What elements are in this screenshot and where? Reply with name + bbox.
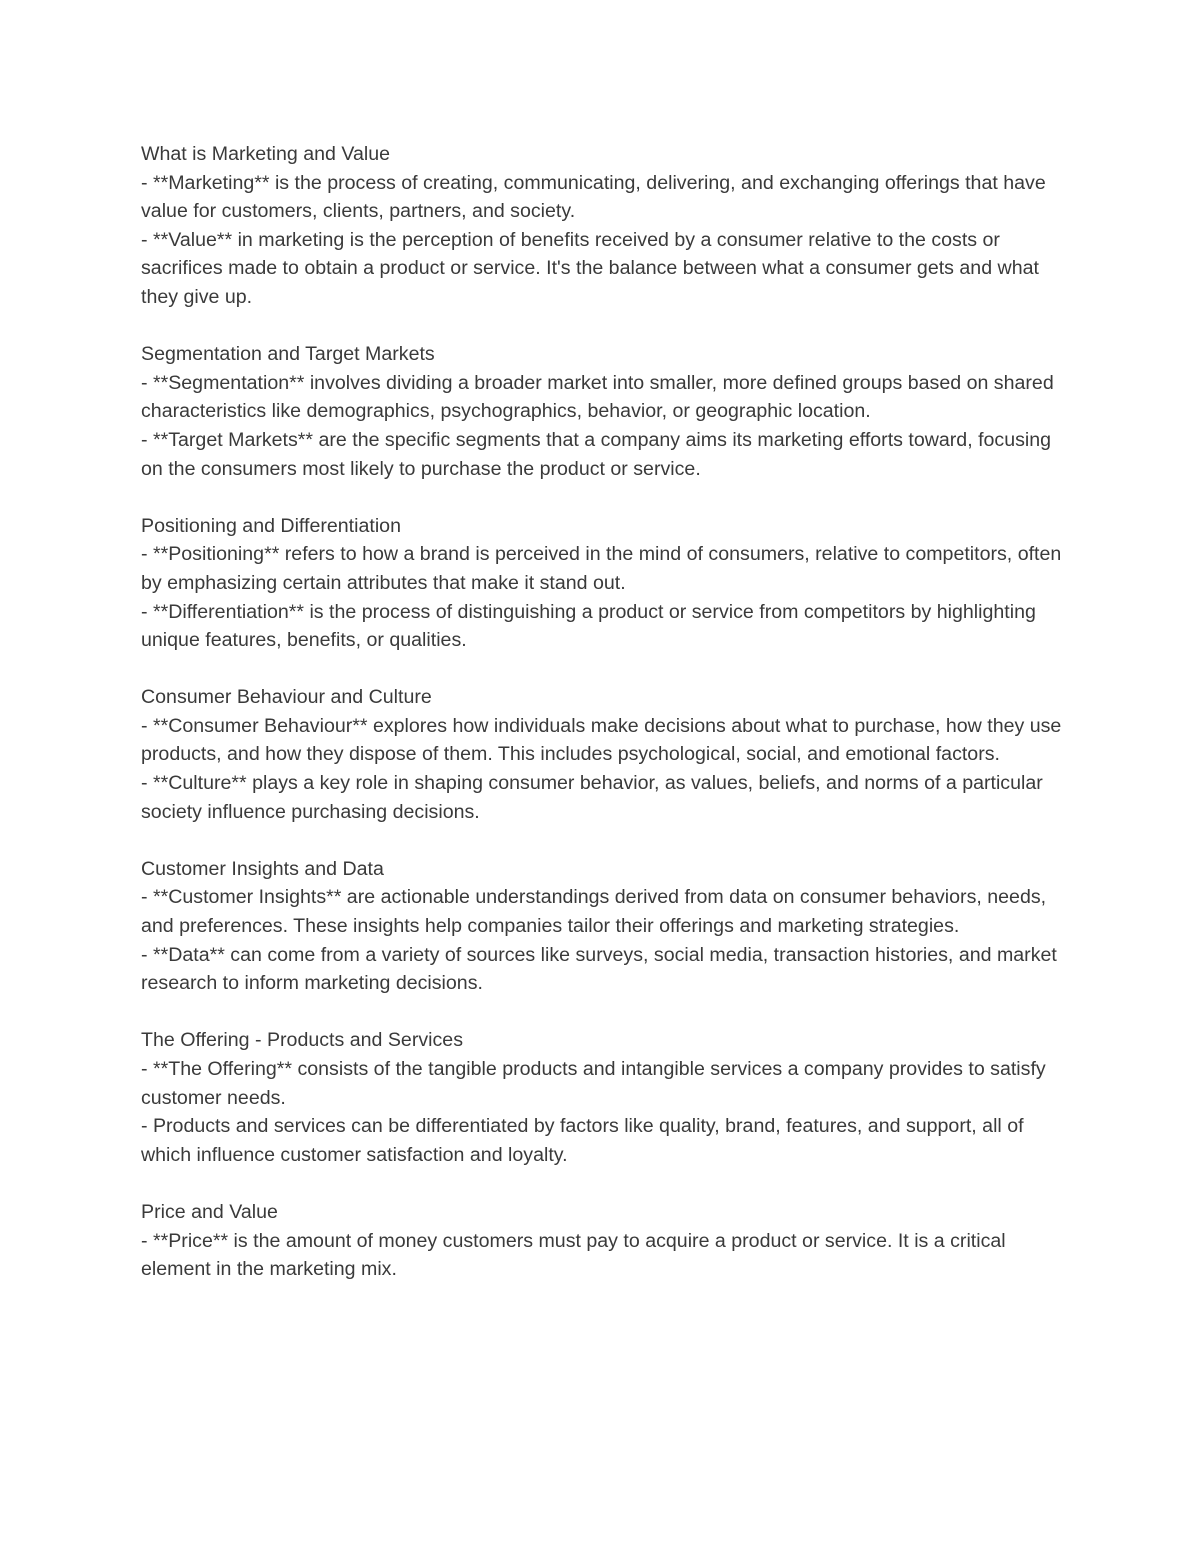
section-title: Customer Insights and Data bbox=[141, 857, 384, 880]
bullet-item: - **The Offering** consists of the tangible products and intangible services a company provides to satisfy customer needs. bbox=[141, 1058, 1046, 1109]
bullet-item: - **Differentiation** is the process of distinguishing a product or service from competitors by highlighting unique features, benefits, or qualities. bbox=[141, 600, 1036, 652]
bullet-item: - **Data** can come from a variety of sources like surveys, social media, transaction histories, and market research to inform marketing decisions. bbox=[141, 943, 1057, 995]
section-title: The Offering - Products and Services bbox=[141, 1029, 463, 1052]
section-title: Price and Value bbox=[141, 1200, 278, 1223]
bullet-item: - **Marketing** is the process of creating, communicating, delivering, and exchanging offerings that have value for customers, clients, partners, and society. bbox=[141, 171, 1046, 223]
bullet-item: - **Segmentation** involves dividing a broader market into smaller, more defined groups based on shared characteristics like demographics, psychographics, behavior, or geographic location. bbox=[141, 371, 1054, 423]
section-consumer-behaviour bbox=[141, 683, 1071, 826]
section-title: Consumer Behaviour and Culture bbox=[141, 686, 432, 709]
bullet-item: - **Price** is the amount of money customers must pay to acquire a product or service. It is a critical element in the marketing mix. bbox=[141, 1229, 1006, 1281]
section-offering bbox=[141, 1026, 1071, 1169]
section-title: Positioning and Differentiation bbox=[141, 514, 401, 537]
bullet-item: - **Target Markets** are the specific segments that a company aims its marketing efforts toward, focusing on the consumers most likely to purchase the product or service. bbox=[141, 428, 1052, 480]
section-marketing-value bbox=[141, 140, 1071, 312]
section-title: Segmentation and Target Markets bbox=[141, 343, 435, 366]
bullet-item: - **Consumer Behaviour** explores how individuals make decisions about what to purchase, how they use products, and how they dispose of them. This includes psychological, social, and emotional factors. bbox=[141, 714, 1062, 766]
bullet-item: - Products and services can be differentiated by factors like quality, brand, features, and support, all of which influence customer satisfaction and loyalty. bbox=[141, 1115, 1024, 1166]
document-body bbox=[141, 140, 1071, 1312]
bullet-item: - **Customer Insights** are actionable understandings derived from data on consumer behaviors, needs, and preferences. These insights help companies tailor their offerings and marketing strategies. bbox=[141, 886, 1047, 938]
bullet-item: - **Culture** plays a key role in shaping consumer behavior, as values, beliefs, and norms of a particular society influence purchasing decisions. bbox=[141, 772, 1043, 823]
section-customer-insights bbox=[141, 855, 1071, 998]
section-title: What is Marketing and Value bbox=[141, 143, 391, 165]
section-segmentation bbox=[141, 340, 1071, 483]
section-positioning bbox=[141, 512, 1071, 655]
bullet-item: - **Value** in marketing is the perception of benefits received by a consumer relative to the costs or sacrifices made to obtain a product or service. It's the balance between what a consumer gets and what they give up. bbox=[141, 228, 1039, 308]
bullet-item: - **Positioning** refers to how a brand is perceived in the mind of consumers, relative to competitors, often by emphasizing certain attributes that make it stand out. bbox=[141, 543, 1062, 594]
section-price-value bbox=[141, 1198, 1071, 1284]
